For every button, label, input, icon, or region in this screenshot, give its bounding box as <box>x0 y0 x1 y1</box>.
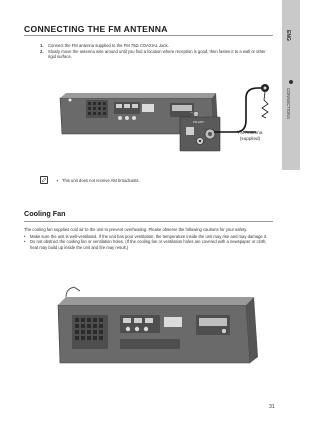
language-label: ENG <box>285 30 291 41</box>
caution-list <box>24 234 273 251</box>
fm-antenna-callout <box>225 130 275 142</box>
cooling-fan-figure <box>0 265 300 395</box>
intro-text: The cooling fan supplies cool air to the unit to prevent overheating. Please observe the following cautions for your safety. <box>24 227 248 232</box>
section-title: Cooling Fan <box>24 209 66 218</box>
step-number: 1. <box>40 43 44 48</box>
callout-line: (supplied) <box>239 136 261 141</box>
note-icon <box>40 176 48 184</box>
page-number: 31 <box>269 404 275 410</box>
caution-item: • Do not obstruct the cooling fan or ventilation holes. (If the cooling fan or ventilation holes are covered with a newspaper or cloth, heat may build up inside the unit and fire may result.) <box>24 239 273 250</box>
fm-antenna-cable-illustration <box>214 84 269 132</box>
cooling-fan-body <box>24 227 273 250</box>
section-divider <box>24 221 273 222</box>
fm-ant-jack-label: FM ANT <box>193 120 204 124</box>
caution-item: • Make sure the unit is well-ventilated. If the unit has poor ventilation, the temperature inside the unit may rise and may damage it. <box>24 234 273 240</box>
cooling-fan-illustration <box>72 315 108 349</box>
note-text: ✶ This unit does not receive AM broadcasts. <box>56 178 140 183</box>
page-title: CONNECTING THE FM ANTENNA <box>24 24 168 34</box>
note <box>40 176 140 184</box>
step-text: Slowly move the antenna wire around until you find a location where reception is good, then fasten it to a wall or other rigid surface. <box>48 48 266 60</box>
step-text: Connect the FM antenna supplied to the FM 75Ω COAXIAL Jack. <box>48 43 169 48</box>
callout-line: FM Antenna <box>237 130 263 135</box>
fm-antenna-figure <box>0 0 300 200</box>
step-number: 2. <box>40 48 44 54</box>
section-label: CONNECTIONS <box>286 88 291 119</box>
